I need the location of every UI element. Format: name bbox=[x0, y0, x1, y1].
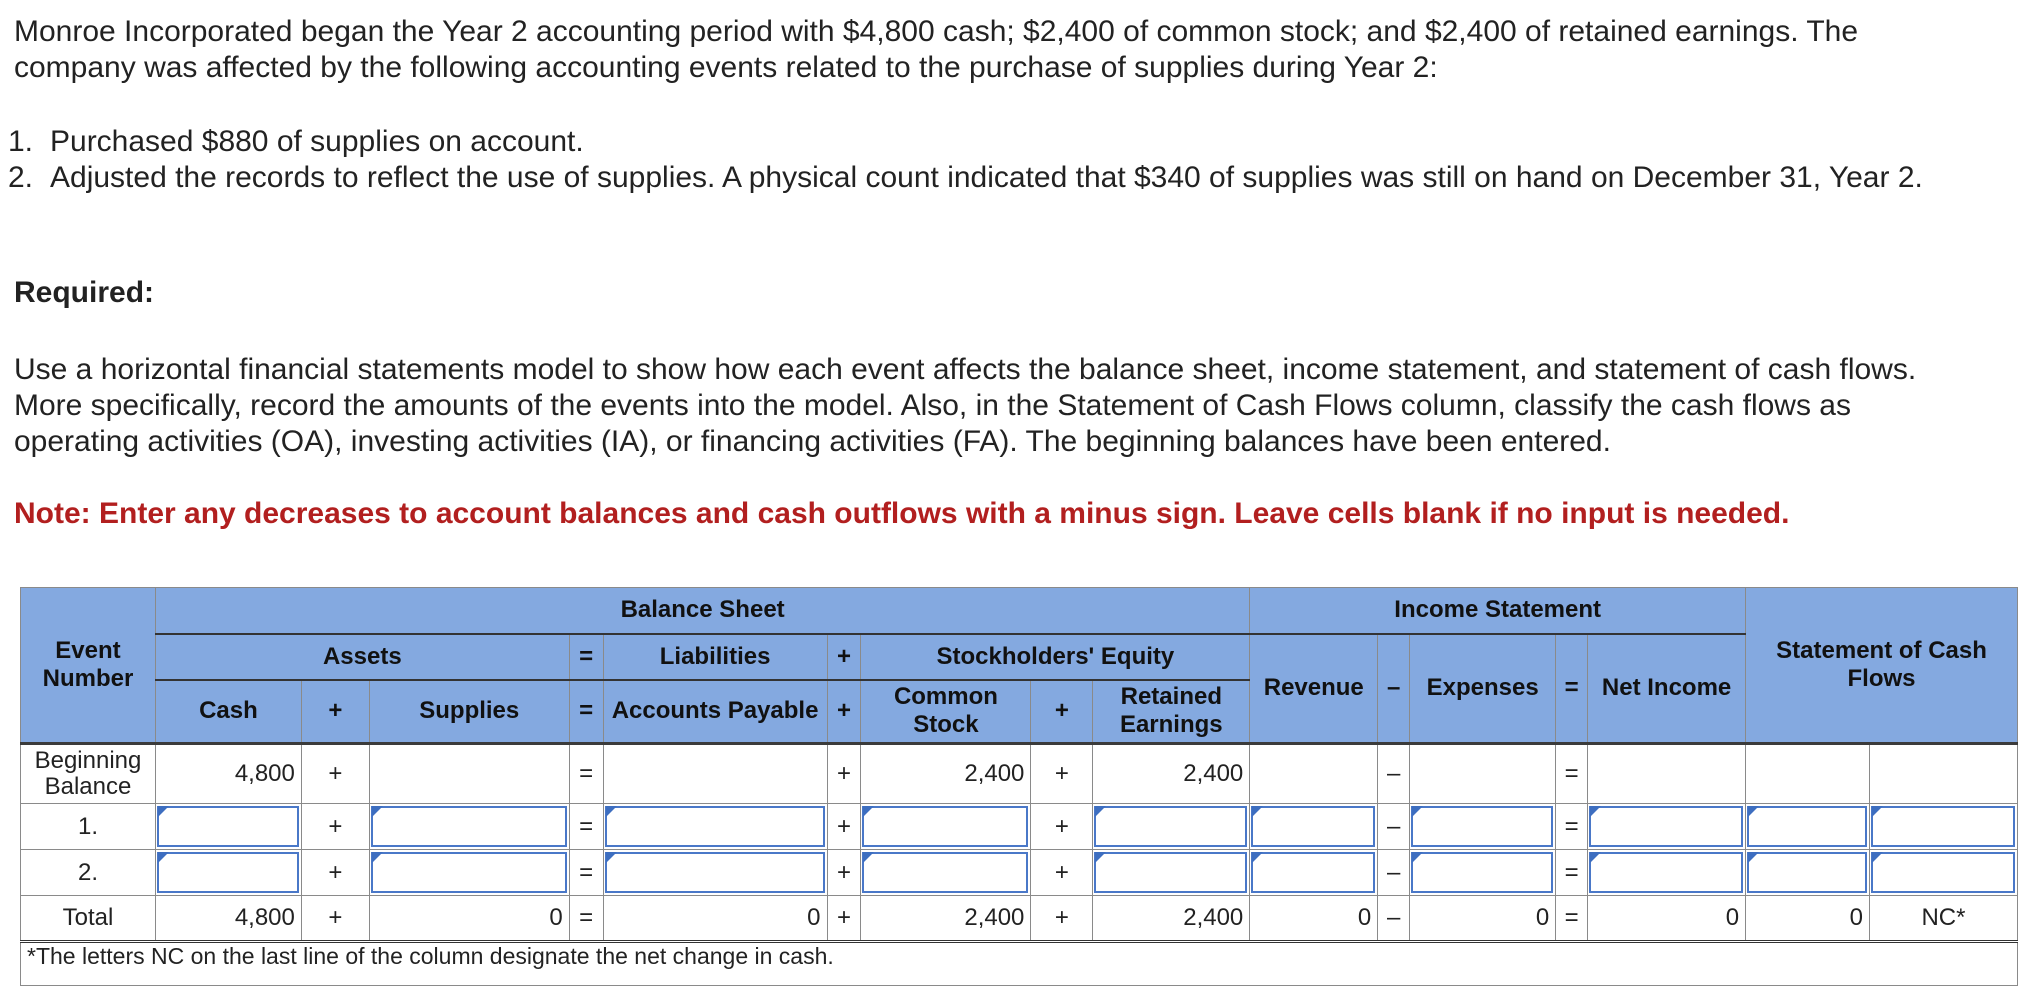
header-plus-sign: + bbox=[827, 634, 861, 680]
plus-sign: + bbox=[1031, 804, 1093, 850]
beginning-common-stock: 2,400 bbox=[861, 744, 1031, 804]
equals-sign: = bbox=[1556, 744, 1588, 804]
event-2-common-stock-input[interactable] bbox=[861, 850, 1031, 896]
event-2-net-income-input[interactable] bbox=[1588, 850, 1746, 896]
row-label-total: Total bbox=[21, 896, 156, 942]
event-2-cash-flow-class-input[interactable] bbox=[1869, 850, 2017, 896]
header-expenses: Expenses bbox=[1410, 634, 1556, 744]
beginning-revenue bbox=[1250, 744, 1378, 804]
beginning-retained-earnings: 2,400 bbox=[1093, 744, 1250, 804]
plus-sign: + bbox=[301, 850, 369, 896]
event-text: Purchased $880 of supplies on account. bbox=[50, 125, 584, 158]
event-text: Adjusted the records to reflect the use of supplies. A physical count indicated that $340 of supplies was still on hand on December 31, Year 2. bbox=[50, 161, 1923, 194]
event-number: 2. bbox=[8, 161, 34, 194]
total-retained-earnings: 2,400 bbox=[1093, 896, 1250, 942]
row-label-event-2: 2. bbox=[21, 850, 156, 896]
event-1-common-stock-input[interactable] bbox=[861, 804, 1031, 850]
header-accounts-payable: Accounts Payable bbox=[603, 680, 827, 744]
minus-sign: – bbox=[1378, 850, 1410, 896]
header-statement-cash-flows: Statement of Cash Flows bbox=[1746, 588, 2018, 744]
plus-sign: + bbox=[1031, 744, 1093, 804]
event-1-retained-earnings-input[interactable] bbox=[1093, 804, 1250, 850]
net-change-label: NC* bbox=[1869, 896, 2017, 942]
header-equals-sign: = bbox=[569, 680, 603, 744]
beginning-expenses bbox=[1410, 744, 1556, 804]
plus-sign: + bbox=[827, 804, 861, 850]
equals-sign: = bbox=[569, 804, 603, 850]
header-supplies: Supplies bbox=[369, 680, 569, 744]
row-label-beginning: Beginning Balance bbox=[21, 744, 156, 804]
instructions-paragraph: Use a horizontal financial statements model to show how each event affects the balance sheet, income statement, and statement of cash flows. More specifically, record the amounts of the events into the model. Also, in the Statement of Cash Flows column, classify the cash flows as operating activities (OA), investing activities (IA), or financing activities (FA). The beginning balances have been entered. bbox=[14, 353, 1917, 458]
event-2-supplies-input[interactable] bbox=[369, 850, 569, 896]
event-list bbox=[0, 124, 1960, 196]
event-1-net-income-input[interactable] bbox=[1588, 804, 1746, 850]
total-cash-flow-amount: 0 bbox=[1746, 896, 1870, 942]
total-row bbox=[21, 896, 2018, 942]
header-common-stock: Common Stock bbox=[861, 680, 1031, 744]
total-cash: 4,800 bbox=[155, 896, 301, 942]
header-revenue: Revenue bbox=[1250, 634, 1378, 744]
row-label-event-1: 1. bbox=[21, 804, 156, 850]
event-1-expenses-input[interactable] bbox=[1410, 804, 1556, 850]
total-supplies: 0 bbox=[369, 896, 569, 942]
minus-sign: – bbox=[1378, 804, 1410, 850]
beginning-cash-flow-class bbox=[1869, 744, 2017, 804]
event-2-accounts-payable-input[interactable] bbox=[603, 850, 827, 896]
header-assets: Assets bbox=[155, 634, 569, 680]
equals-sign: = bbox=[1556, 850, 1588, 896]
header-net-income: Net Income bbox=[1588, 634, 1746, 744]
plus-sign: + bbox=[301, 744, 369, 804]
header-plus-sign: + bbox=[827, 680, 861, 744]
header-minus-sign: – bbox=[1378, 634, 1410, 744]
plus-sign: + bbox=[827, 850, 861, 896]
header-income-statement: Income Statement bbox=[1250, 588, 1746, 634]
footnote: *The letters NC on the last line of the column designate the net change in cash. bbox=[21, 942, 2018, 986]
event-2-retained-earnings-input[interactable] bbox=[1093, 850, 1250, 896]
event-2-revenue-input[interactable] bbox=[1250, 850, 1378, 896]
beginning-net-income bbox=[1588, 744, 1746, 804]
equals-sign: = bbox=[569, 896, 603, 942]
plus-sign: + bbox=[301, 804, 369, 850]
event-1-accounts-payable-input[interactable] bbox=[603, 804, 827, 850]
note-text: Note: Enter any decreases to account balances and cash outflows with a minus sign. Leave cells blank if no input is needed. bbox=[14, 497, 1790, 530]
equals-sign: = bbox=[569, 744, 603, 804]
event-number: 1. bbox=[8, 125, 34, 158]
event-2-expenses-input[interactable] bbox=[1410, 850, 1556, 896]
equals-sign: = bbox=[1556, 896, 1588, 942]
beginning-accounts-payable bbox=[603, 744, 827, 804]
intro-paragraph: Monroe Incorporated began the Year 2 accounting period with $4,800 cash; $2,400 of common stock; and $2,400 of retained earnings. The company was affected by the following accounting events related to the purchase of supplies during Year 2: bbox=[14, 15, 1859, 84]
header-plus-sign: + bbox=[301, 680, 369, 744]
header-stockholders-equity: Stockholders' Equity bbox=[861, 634, 1250, 680]
beginning-supplies bbox=[369, 744, 569, 804]
total-revenue: 0 bbox=[1250, 896, 1378, 942]
total-net-income: 0 bbox=[1588, 896, 1746, 942]
plus-sign: + bbox=[827, 896, 861, 942]
header-equals-sign: = bbox=[569, 634, 603, 680]
header-liabilities: Liabilities bbox=[603, 634, 827, 680]
header-equals-sign: = bbox=[1556, 634, 1588, 744]
equals-sign: = bbox=[1556, 804, 1588, 850]
event-1-revenue-input[interactable] bbox=[1250, 804, 1378, 850]
event-row-1 bbox=[21, 804, 2018, 850]
event-1-supplies-input[interactable] bbox=[369, 804, 569, 850]
plus-sign: + bbox=[1031, 896, 1093, 942]
plus-sign: + bbox=[301, 896, 369, 942]
header-cash: Cash bbox=[155, 680, 301, 744]
required-heading: Required: bbox=[14, 276, 155, 309]
header-balance-sheet: Balance Sheet bbox=[155, 588, 1249, 634]
event-1-cash-input[interactable] bbox=[155, 804, 301, 850]
plus-sign: + bbox=[1031, 850, 1093, 896]
equals-sign: = bbox=[569, 850, 603, 896]
plus-sign: + bbox=[827, 744, 861, 804]
beginning-cash: 4,800 bbox=[155, 744, 301, 804]
beginning-balance-row bbox=[21, 744, 2018, 804]
total-common-stock: 2,400 bbox=[861, 896, 1031, 942]
event-2-cash-input[interactable] bbox=[155, 850, 301, 896]
minus-sign: – bbox=[1378, 896, 1410, 942]
total-expenses: 0 bbox=[1410, 896, 1556, 942]
total-accounts-payable: 0 bbox=[603, 896, 827, 942]
event-2-cash-flow-amount-input[interactable] bbox=[1746, 850, 1870, 896]
beginning-cash-flow-amount bbox=[1746, 744, 1870, 804]
header-retained-earnings: Retained Earnings bbox=[1093, 680, 1250, 744]
event-item-1 bbox=[0, 124, 1960, 160]
header-plus-sign: + bbox=[1031, 680, 1093, 744]
event-item-2 bbox=[0, 160, 1960, 196]
minus-sign: – bbox=[1378, 744, 1410, 804]
event-1-cash-flow-amount-input[interactable] bbox=[1746, 804, 1870, 850]
event-1-cash-flow-class-input[interactable] bbox=[1869, 804, 2017, 850]
event-row-2 bbox=[21, 850, 2018, 896]
financial-statements-model bbox=[20, 587, 2018, 986]
header-event-number: Event Number bbox=[21, 588, 156, 744]
